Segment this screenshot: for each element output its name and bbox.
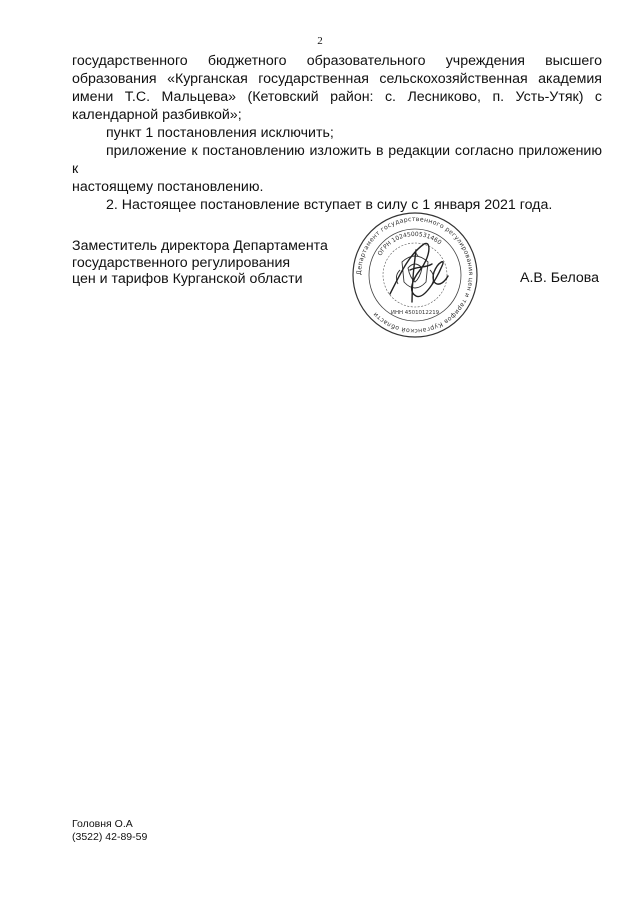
paragraph-line: государственного бюджетного образовательного учреждения высшего	[72, 53, 602, 69]
signer-title-line: государственного регулирования	[72, 254, 291, 271]
signer-title	[72, 238, 328, 288]
page-number: 2	[317, 35, 323, 47]
body-text	[72, 52, 602, 214]
paragraph-line: настоящему постановлению.	[72, 179, 264, 195]
stamp-bottom-text: ИНН 4501012219	[390, 310, 440, 316]
paragraph-line: имени Т.С. Мальцева» (Кетовский район: с. Лесниково, п. Усть-Утяк) с	[72, 89, 602, 105]
svg-text:ОГРН 1024500531460	[377, 231, 443, 257]
footer-phone: (3522) 42-89-59	[72, 831, 148, 843]
document-footer	[72, 818, 147, 844]
stamp-outer-text: Департамент государственного регулирования цен и тарифов Курганской области	[355, 215, 475, 335]
footer-author: Головня О.А	[72, 818, 133, 830]
official-stamp-icon	[350, 210, 480, 340]
paragraph-effective-date: 2. Настоящее постановление вступает в силу с 1 января 2021 года.	[106, 197, 553, 213]
paragraph-line: приложение к постановлению изложить в редакции согласно приложению к	[72, 143, 602, 177]
signer-title-line: цен и тарифов Курганской области	[72, 271, 303, 287]
paragraph-clause-exclude: пункт 1 постановления исключить;	[106, 125, 334, 141]
stamp-inner-text: ОГРН 1024500531460	[376, 230, 443, 258]
paragraph-line: образования «Курганская государственная сельскохозяйственная академия	[72, 71, 602, 87]
signature-icon	[390, 243, 448, 302]
signer-name: А.В. Белова	[520, 270, 600, 286]
signer-title-line: Заместитель директора Департамента	[72, 238, 328, 254]
paragraph-line: календарной разбивкой»;	[72, 107, 242, 123]
